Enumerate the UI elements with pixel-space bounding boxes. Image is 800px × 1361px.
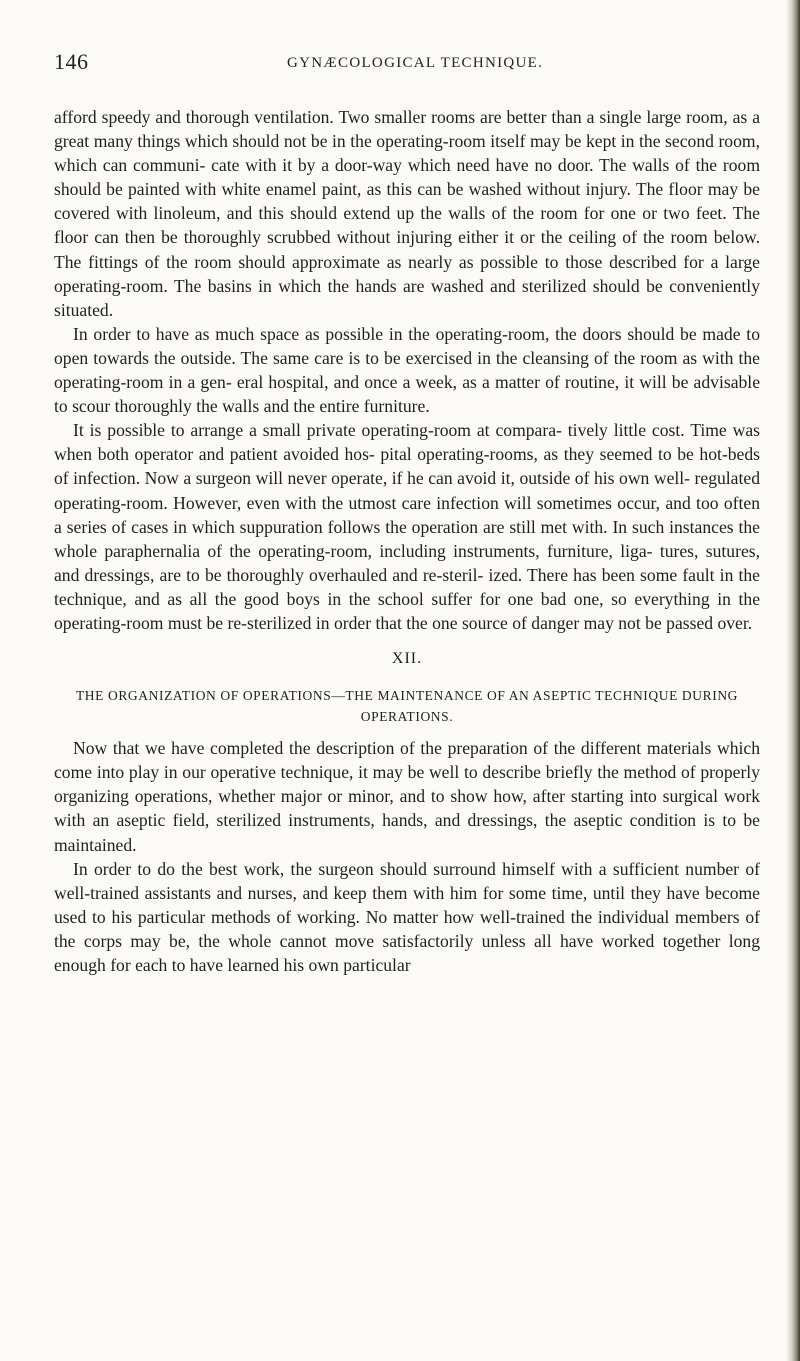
page-number: 146 <box>54 49 89 74</box>
body-text <box>54 105 760 977</box>
page-header <box>54 49 759 79</box>
paragraph: afford speedy and thorough ventilation. Two smaller rooms are better than a single large room, as a great many things which should not be in the operating-room itself may be kept in the second room, which can communi- cate with it by a door-way which need have no door. The walls of the room should be painted with white enamel paint, as this can be washed without injury. The floor may be covered with linoleum, and this should extend up the walls of the room for one or two feet. The floor can then be thoroughly scrubbed without injuring either it or the ceiling of the room below. The fittings of the room should approximate as nearly as possible to those described for a large operating-room. The basins in which the hands are washed and sterilized should be conveniently situated. <box>54 107 760 320</box>
section-title: THE ORGANIZATION OF OPERATIONS—THE MAINTENANCE OF AN ASEPTIC TECHNIQUE DURING OPERATIONS. <box>75 688 739 725</box>
section-number: XII. <box>391 650 423 668</box>
paragraph: In order to do the best work, the surgeon should surround himself with a sufficient number of well-trained assistants and nurses, and keep them with him for some time, until they have become used to his particular methods of working. No matter how well-trained the individual members of the corps may be, the whole cannot move satisfactorily unless all have worked together long enough for each to have learned his own particular <box>54 858 760 975</box>
paragraph: It is possible to arrange a small private operating-room at compara- tively little cost. Time was when both operator and patient avoided hos- pital operating-rooms, as they seemed to be hot-beds of infection. Now a surgeon will never operate, if he can avoid it, outside of his own well- regulated operating-room. However, even with the utmost care infection will sometimes occur, and too often a series of cases in which suppuration follows the operation are still met with. In such instances the whole paraphernalia of the operating-room, including instruments, furniture, liga- tures, sutures, and dressings, are to be thoroughly overhauled and re-steril- ized. There has been some fault in the technique, and as all the good boys in the school suffer for one bad one, so everything in the operating-room must be re-sterilized in order that the one source of danger may not be passed over. <box>54 420 760 633</box>
page-edge-shadow <box>786 0 800 1361</box>
paragraph: In order to have as much space as possible in the operating-room, the doors should be made to open towards the outside. The same care is to be exercised in the cleansing of the room as with the operating-room in a gen- eral hospital, and once a week, as a matter of routine, it will be advisable to scour thoroughly the walls and the entire furniture. <box>54 323 760 417</box>
paragraph: Now that we have completed the description of the preparation of the different materials which come into play in our operative technique, it may be well to describe briefly the method of properly organizing operations, whether major or minor, and to show how, after starting into surgical work with an aseptic field, sterilized instruments, hands, and dressings, the aseptic condition is to be maintained. <box>54 738 760 855</box>
running-head: GYNÆCOLOGICAL TECHNIQUE. <box>287 55 544 71</box>
